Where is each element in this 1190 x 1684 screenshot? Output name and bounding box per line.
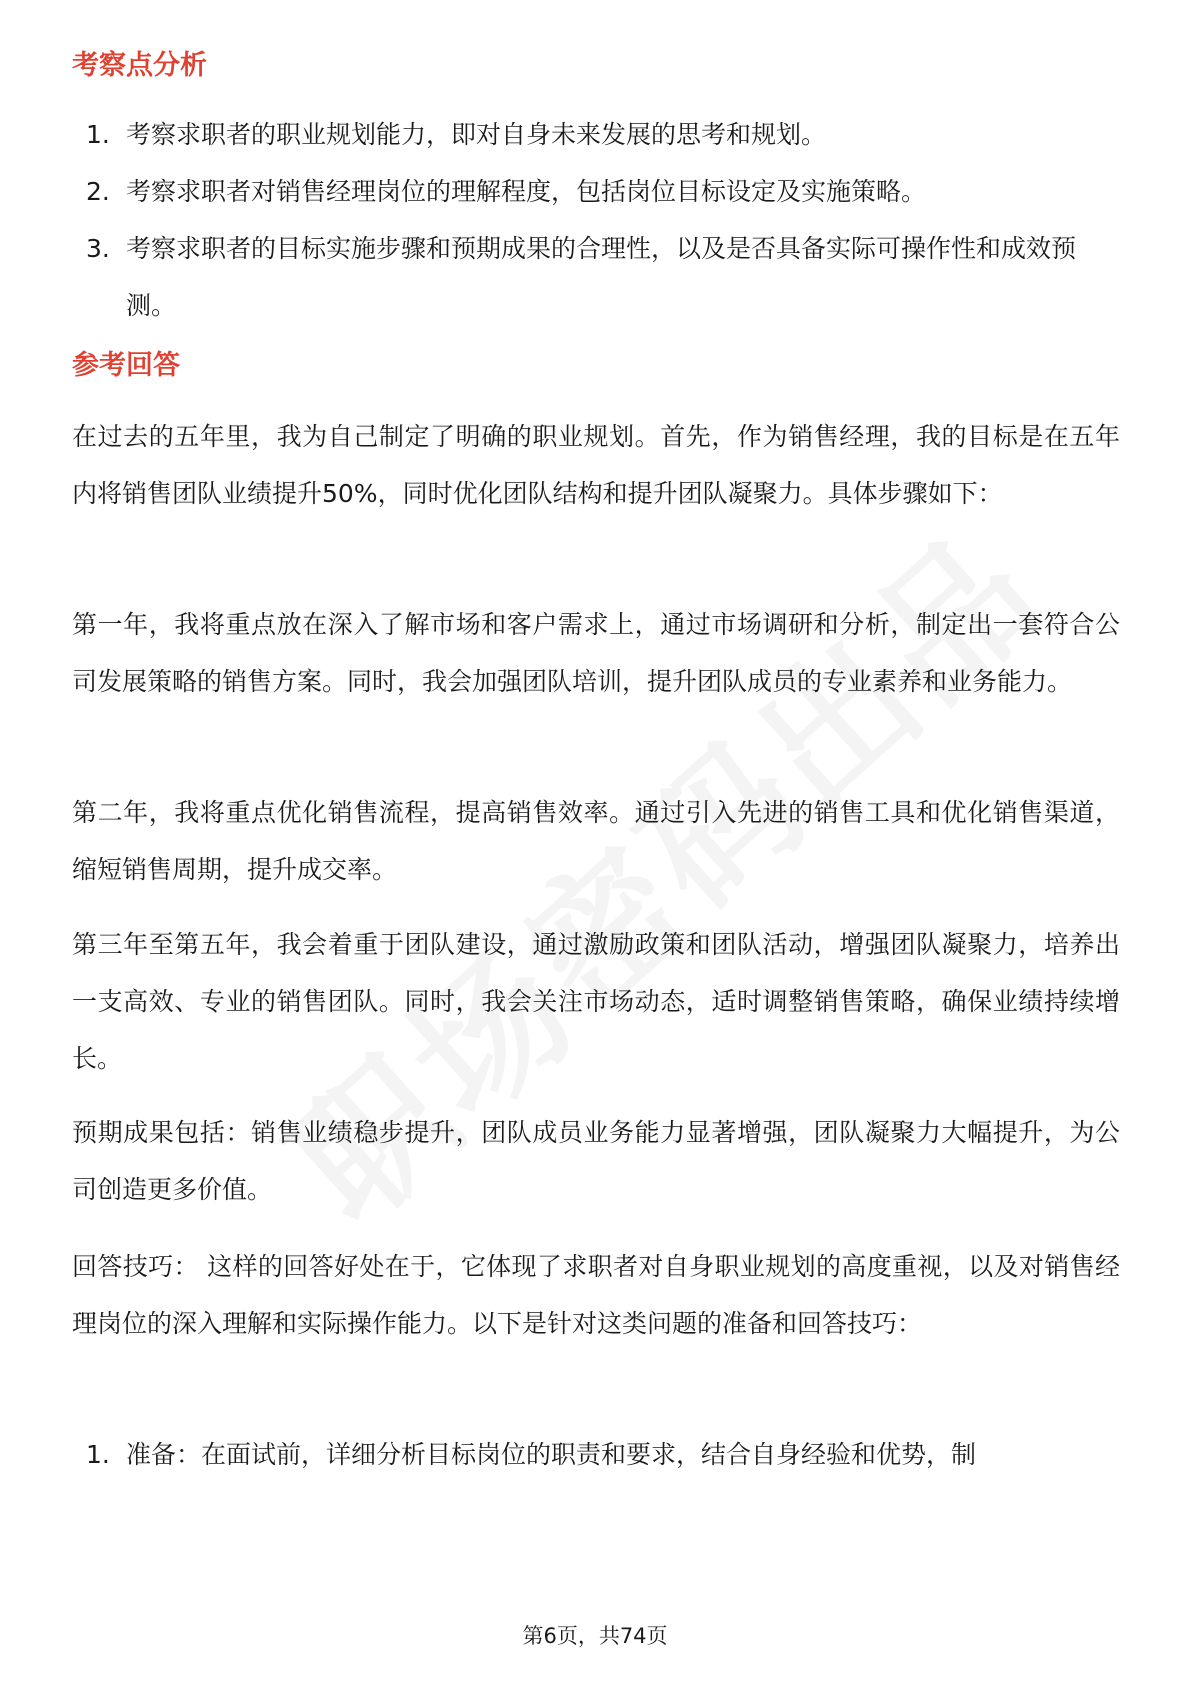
list-item-text: 考察求职者的目标实施步骤和预期成果的合理性，以及是否具备实际可操作性和成效预测。 (126, 234, 1077, 320)
page-footer: 第6页，共74页 (522, 1624, 668, 1648)
list-item (72, 106, 1120, 163)
answer-paragraph: 预期成果包括：销售业绩稳步提升，团队成员业务能力显著增强，团队凝聚力大幅提升，为公司创造更多价值。 (72, 1118, 1120, 1204)
answer-paragraph: 第三年至第五年，我会着重于团队建设，通过激励政策和团队活动，增强团队凝聚力，培养出一支高效、专业的销售团队。同时，我会关注市场动态，适时调整销售策略，确保业绩持续增长。 (72, 930, 1120, 1073)
list-item (72, 220, 1120, 334)
list-item-number: 2. (86, 177, 110, 206)
analysis-list (72, 106, 1120, 334)
tips-list (72, 1426, 1120, 1483)
list-item-text: 准备：在面试前，详细分析目标岗位的职责和要求，结合自身经验和优势，制 (126, 1440, 977, 1469)
list-item-number: 3. (86, 234, 110, 263)
list-item (72, 163, 1120, 220)
list-item-number: 1. (86, 120, 110, 149)
list-item (72, 1426, 1120, 1483)
list-item-number: 1. (86, 1440, 110, 1469)
answer-paragraph: 第一年，我将重点放在深入了解市场和客户需求上，通过市场调研和分析，制定出一套符合公司发展策略的销售方案。同时，我会加强团队培训，提升团队成员的专业素养和业务能力。 (72, 610, 1120, 696)
list-item-text: 考察求职者对销售经理岗位的理解程度，包括岗位目标设定及实施策略。 (126, 177, 927, 206)
answer-paragraph: 在过去的五年里，我为自己制定了明确的职业规划。首先，作为销售经理，我的目标是在五年内将销售团队业绩提升50%，同时优化团队结构和提升团队凝聚力。具体步骤如下： (72, 422, 1120, 508)
answer-tips-paragraph: 回答技巧： 这样的回答好处在于，它体现了求职者对自身职业规划的高度重视，以及对销售经理岗位的深入理解和实际操作能力。以下是针对这类问题的准备和回答技巧： (72, 1252, 1120, 1338)
list-item-text: 考察求职者的职业规划能力，即对自身未来发展的思考和规划。 (126, 120, 827, 149)
section-heading-answer: 参考回答 (72, 350, 180, 381)
section-heading-analysis: 考察点分析 (72, 50, 207, 81)
answer-paragraph: 第二年，我将重点优化销售流程，提高销售效率。通过引入先进的销售工具和优化销售渠道，缩短销售周期，提升成交率。 (72, 798, 1120, 884)
